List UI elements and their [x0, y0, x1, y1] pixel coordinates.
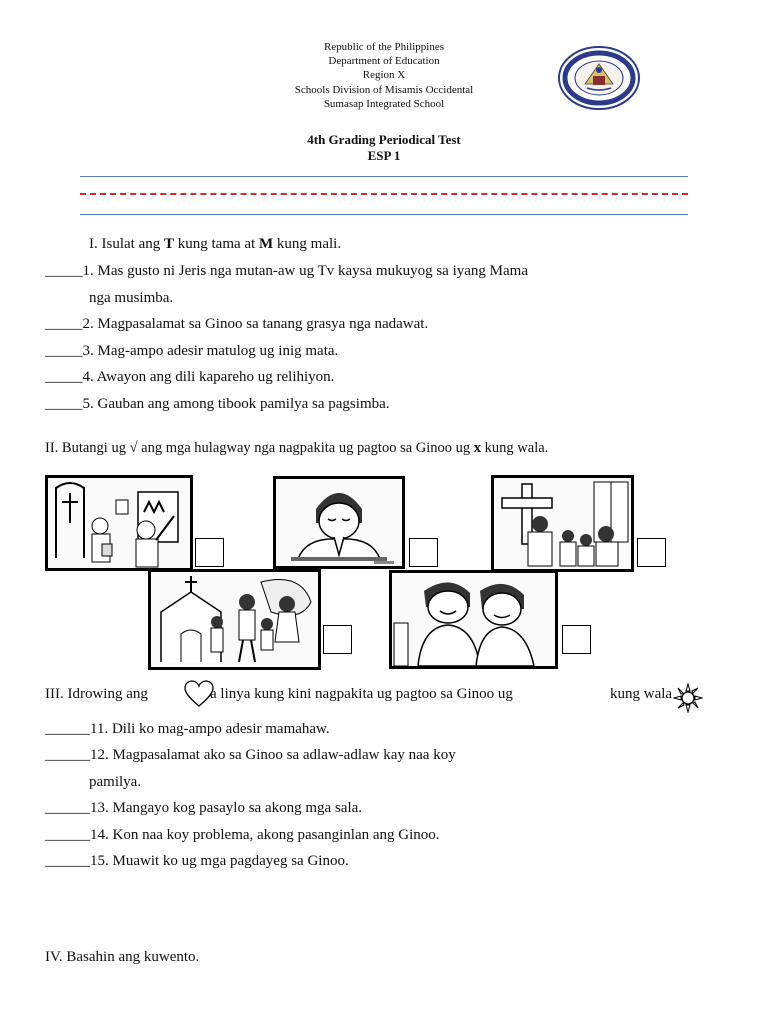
answer-blank[interactable]: _____ — [45, 263, 83, 279]
list-item: ______14. Kon naa koy problema, akong pasanginlan ang Ginoo. — [45, 827, 440, 843]
sun-icon — [673, 683, 703, 713]
list-item: nga musimba. — [89, 290, 174, 306]
answer-blank[interactable]: ______ — [45, 747, 90, 763]
list-item: pamilya. — [89, 774, 142, 790]
answer-blank[interactable]: ______ — [45, 853, 90, 869]
subject-title: ESP 1 — [367, 148, 401, 163]
answer-blank[interactable]: ______ — [45, 721, 90, 737]
answer-box[interactable] — [637, 538, 666, 567]
answer-blank[interactable]: _____ — [45, 369, 83, 385]
answer-box[interactable] — [195, 538, 224, 567]
answer-blank[interactable]: _____ — [45, 343, 83, 359]
section3-heading-c: kung wala — [610, 686, 673, 702]
rule-bottom — [80, 214, 688, 215]
list-item: _____2. Magpasalamat sa Ginoo sa tanang grasya nga nadawat. — [45, 316, 429, 332]
list-item: ______13. Mangayo kog pasaylo sa akong mga sala. — [45, 800, 363, 816]
list-item: _____4. Awayon ang dili kapareho ug relihiyon. — [45, 369, 335, 385]
list-item: ______11. Dili ko mag-ampo adesir mamahaw. — [45, 721, 330, 737]
section1-heading: I. Isulat ang T kung tama at M kung mali. — [89, 236, 342, 252]
answer-blank[interactable]: _____ — [45, 316, 83, 332]
answer-box[interactable] — [409, 538, 438, 567]
header-line-2: Department of Education — [328, 55, 440, 67]
rule-dashed — [80, 193, 688, 195]
header-line-1: Republic of the Philippines — [323, 41, 445, 53]
answer-blank[interactable]: ______ — [45, 800, 90, 816]
section3-heading-b: a linya kung kini nagpakita ug pagtoo sa Ginoo ug — [210, 686, 513, 702]
test-title: 4th Grading Periodical Test — [307, 132, 461, 147]
header-line-3: Region X — [362, 69, 406, 81]
list-item: ______12. Magpasalamat ako sa Ginoo sa adlaw-adlaw kay naa koy — [45, 747, 456, 763]
answer-box[interactable] — [562, 625, 591, 654]
family-church-icon — [148, 569, 321, 670]
answer-box[interactable] — [323, 625, 352, 654]
list-item: _____5. Gauban ang among tibook pamilya sa pagsimba. — [45, 396, 390, 412]
answer-blank[interactable]: ______ — [45, 827, 90, 843]
section2-heading: II. Butangi ug √ ang mga hulagway nga nagpakita ug pagtoo sa Ginoo ug x kung wala. — [45, 440, 549, 456]
section4-heading: IV. Basahin ang kuwento. — [45, 949, 200, 965]
section3-heading-a: III. Idrowing ang — [45, 686, 148, 702]
deped-seal-icon — [557, 46, 641, 110]
header-line-4: Schools Division of Misamis Occidental — [294, 84, 474, 96]
answer-blank[interactable]: _____ — [45, 396, 83, 412]
boys-talking-icon — [389, 570, 558, 669]
list-item: ______15. Muawit ko ug mga pagdayeg sa Ginoo. — [45, 853, 349, 869]
church-worship-icon — [491, 475, 634, 572]
classroom-drawing-icon — [45, 475, 193, 571]
rule-top — [80, 176, 688, 177]
list-item: _____1. Mas gusto ni Jeris nga mutan-aw ug Tv kaysa mukuyog sa iyang Mama — [45, 263, 528, 279]
list-item: _____3. Mag-ampo adesir matulog ug inig mata. — [45, 343, 339, 359]
praying-boy-icon — [273, 476, 405, 569]
header-line-5: Sumasap Integrated School — [323, 98, 445, 110]
